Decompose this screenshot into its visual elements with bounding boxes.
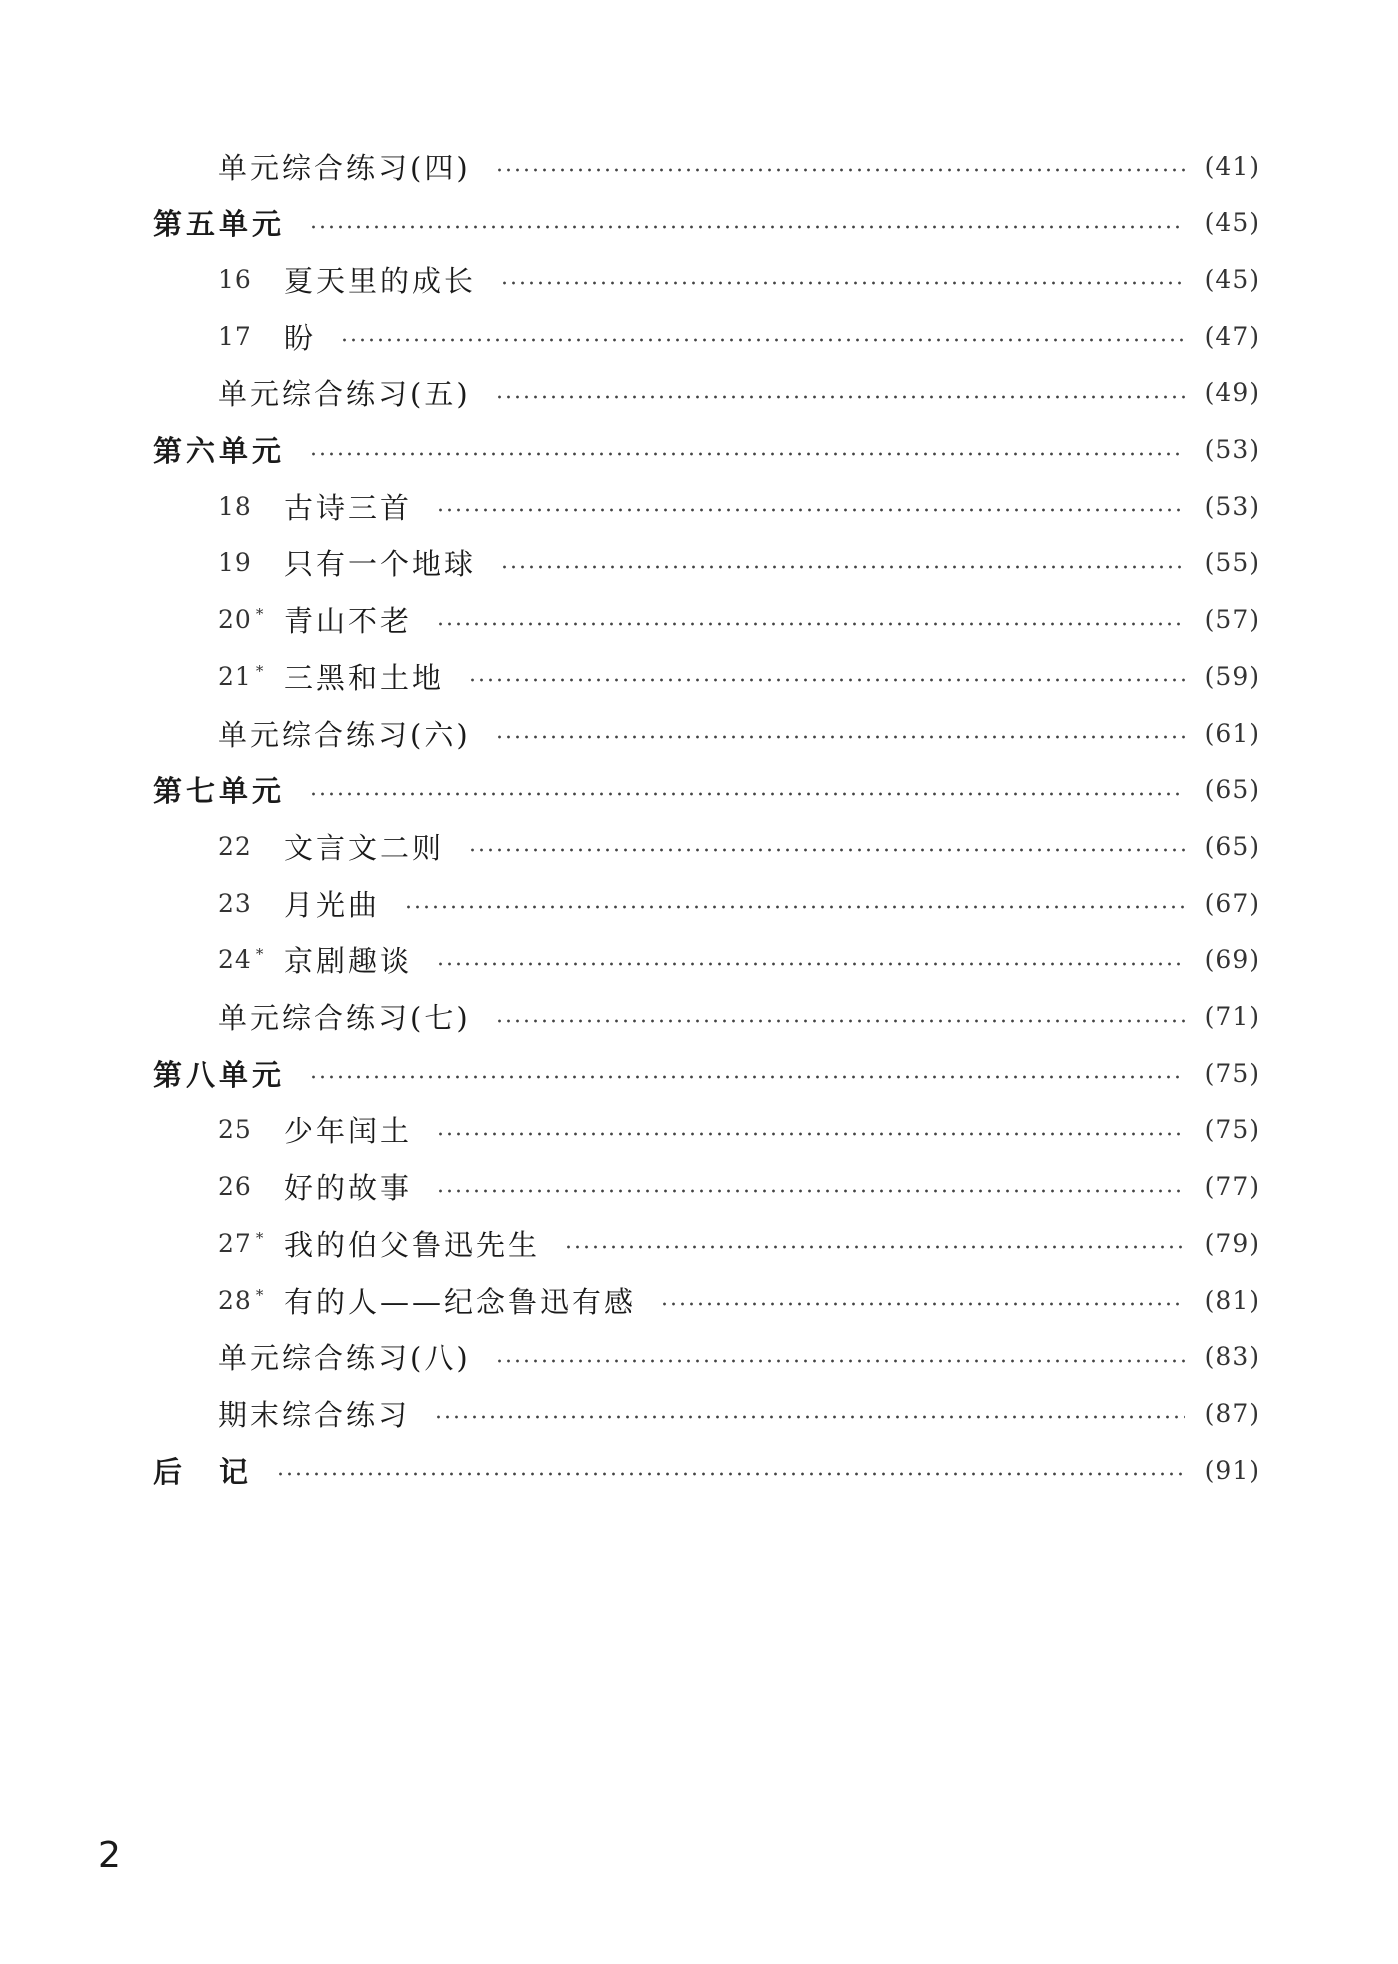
toc-entry <box>0 1106 1398 1154</box>
toc-unit-heading <box>0 426 1398 474</box>
dot-leader <box>495 735 1185 739</box>
page-reference: (91) <box>1204 1455 1260 1485</box>
toc-entry <box>0 255 1398 303</box>
optional-lesson-asterisk: * <box>255 605 265 624</box>
optional-lesson-asterisk: * <box>255 1285 265 1304</box>
dot-leader <box>495 1359 1185 1363</box>
toc-entry <box>0 1219 1398 1267</box>
toc-entry <box>0 369 1398 417</box>
optional-lesson-asterisk: * <box>255 661 265 680</box>
lesson-title: 古诗三首 <box>284 490 413 525</box>
unit-title: 第八单元 <box>153 1057 286 1092</box>
dot-leader <box>468 678 1185 682</box>
lesson-number <box>218 1229 284 1258</box>
lesson-title: 好的故事 <box>284 1171 413 1206</box>
dot-leader <box>468 848 1185 852</box>
optional-lesson-asterisk: * <box>255 1228 265 1247</box>
lesson-title: 月光曲 <box>284 887 381 922</box>
page-reference: (75) <box>1204 1058 1260 1088</box>
lesson-number <box>218 492 284 521</box>
page-reference: (59) <box>1204 661 1260 691</box>
dot-leader <box>340 338 1185 342</box>
lesson-number-text: 20 <box>218 605 252 635</box>
optional-lesson-asterisk: * <box>255 945 265 964</box>
lesson-title: 夏天里的成长 <box>284 263 477 298</box>
toc-unit-heading <box>0 1049 1398 1097</box>
lesson-number <box>218 945 284 974</box>
page-reference: (65) <box>1204 831 1260 861</box>
lesson-number <box>218 1172 284 1201</box>
lesson-number <box>218 832 284 861</box>
page-reference: (41) <box>1204 151 1260 181</box>
toc-entry <box>0 1333 1398 1381</box>
lesson-number <box>218 1286 284 1315</box>
lesson-title: 单元综合练习(五) <box>218 377 471 412</box>
lesson-title: 文言文二则 <box>284 830 445 865</box>
toc-entry <box>0 993 1398 1041</box>
lesson-number-text: 26 <box>218 1172 252 1202</box>
page-reference: (65) <box>1204 775 1260 805</box>
page-reference: (61) <box>1204 718 1260 748</box>
toc-entry <box>0 539 1398 587</box>
page-reference: (53) <box>1204 491 1260 521</box>
lesson-number <box>218 889 284 918</box>
toc-unit-heading <box>0 766 1398 814</box>
toc-entry <box>0 596 1398 644</box>
lesson-number-text: 17 <box>218 321 252 351</box>
dot-leader <box>276 1472 1185 1476</box>
lesson-number-text: 16 <box>218 264 252 294</box>
toc-entry <box>0 1163 1398 1211</box>
dot-leader <box>660 1302 1185 1306</box>
dot-leader <box>436 1189 1185 1193</box>
unit-title: 第六单元 <box>153 434 286 468</box>
lesson-title: 单元综合练习(八) <box>218 1341 471 1376</box>
lesson-number-text: 21 <box>218 661 252 691</box>
lesson-number <box>218 265 284 294</box>
dot-leader <box>309 225 1185 229</box>
dot-leader <box>500 281 1185 285</box>
lesson-number-text: 28 <box>218 1285 252 1315</box>
lesson-title: 少年闰土 <box>284 1114 413 1149</box>
lesson-title: 单元综合练习(四) <box>218 150 471 185</box>
toc-entry <box>0 936 1398 984</box>
unit-title: 后 记 <box>153 1454 253 1489</box>
dot-leader <box>436 1132 1185 1136</box>
page-reference: (79) <box>1204 1228 1260 1258</box>
page-reference: (45) <box>1204 264 1260 294</box>
toc-entry <box>0 822 1398 870</box>
lesson-title: 单元综合练习(七) <box>218 1001 471 1035</box>
toc-entry <box>0 709 1398 757</box>
toc-unit-heading <box>0 1446 1398 1494</box>
lesson-title: 期末综合练习 <box>218 1397 411 1432</box>
lesson-number <box>218 605 284 634</box>
lesson-title: 单元综合练习(六) <box>218 717 471 752</box>
dot-leader <box>495 1019 1185 1023</box>
dot-leader <box>500 565 1185 569</box>
toc-entry <box>0 1276 1398 1324</box>
toc-entry <box>0 142 1398 190</box>
page-reference: (55) <box>1204 548 1260 578</box>
lesson-number-text: 22 <box>218 831 252 861</box>
page-reference: (49) <box>1204 378 1260 408</box>
page-reference: (77) <box>1204 1172 1260 1202</box>
page-reference: (87) <box>1204 1398 1260 1428</box>
toc-unit-heading <box>0 199 1398 247</box>
toc-entry <box>0 652 1398 700</box>
lesson-title: 京剧趣谈 <box>284 944 413 979</box>
toc-entry <box>0 482 1398 530</box>
dot-leader <box>436 508 1185 512</box>
lesson-number-text: 18 <box>218 491 252 521</box>
page-reference: (45) <box>1204 208 1260 238</box>
dot-leader <box>436 622 1185 626</box>
dot-leader <box>495 395 1185 399</box>
page-reference: (75) <box>1204 1115 1260 1145</box>
lesson-title: 三黑和土地 <box>284 660 445 695</box>
dot-leader <box>309 452 1185 456</box>
lesson-number <box>218 1115 284 1144</box>
lesson-title: 只有一个地球 <box>284 547 477 582</box>
page-reference: (53) <box>1204 435 1260 464</box>
lesson-number-text: 27 <box>218 1228 252 1258</box>
dot-leader <box>564 1245 1185 1249</box>
lesson-number-text: 25 <box>218 1115 252 1145</box>
lesson-title: 我的伯父鲁迅先生 <box>284 1227 541 1262</box>
dot-leader <box>309 792 1185 796</box>
page-reference: (57) <box>1204 605 1260 635</box>
lesson-title: 青山不老 <box>284 604 413 639</box>
page-reference: (67) <box>1204 888 1260 918</box>
lesson-title: 有的人——纪念鲁迅有感 <box>284 1284 637 1319</box>
page-reference: (69) <box>1204 945 1260 975</box>
toc-entry <box>0 1389 1398 1437</box>
lesson-number-text: 19 <box>218 548 252 578</box>
page-number: 2 <box>98 1835 121 1876</box>
lesson-title: 盼 <box>284 320 317 355</box>
dot-leader <box>309 1075 1185 1079</box>
page-reference: (81) <box>1204 1285 1260 1315</box>
page-reference: (83) <box>1204 1342 1260 1372</box>
page-reference: (71) <box>1204 1002 1260 1031</box>
lesson-number-text: 24 <box>218 945 252 975</box>
dot-leader <box>434 1415 1185 1419</box>
unit-title: 第七单元 <box>153 774 286 809</box>
lesson-number <box>218 322 284 351</box>
dot-leader <box>495 168 1185 172</box>
unit-title: 第五单元 <box>153 207 286 242</box>
dot-leader <box>436 962 1185 966</box>
dot-leader <box>404 905 1185 909</box>
page-reference: (47) <box>1204 321 1260 351</box>
toc-entry <box>0 312 1398 360</box>
lesson-number <box>218 662 284 691</box>
lesson-number <box>218 548 284 577</box>
toc-entry <box>0 879 1398 927</box>
lesson-number-text: 23 <box>218 888 252 918</box>
